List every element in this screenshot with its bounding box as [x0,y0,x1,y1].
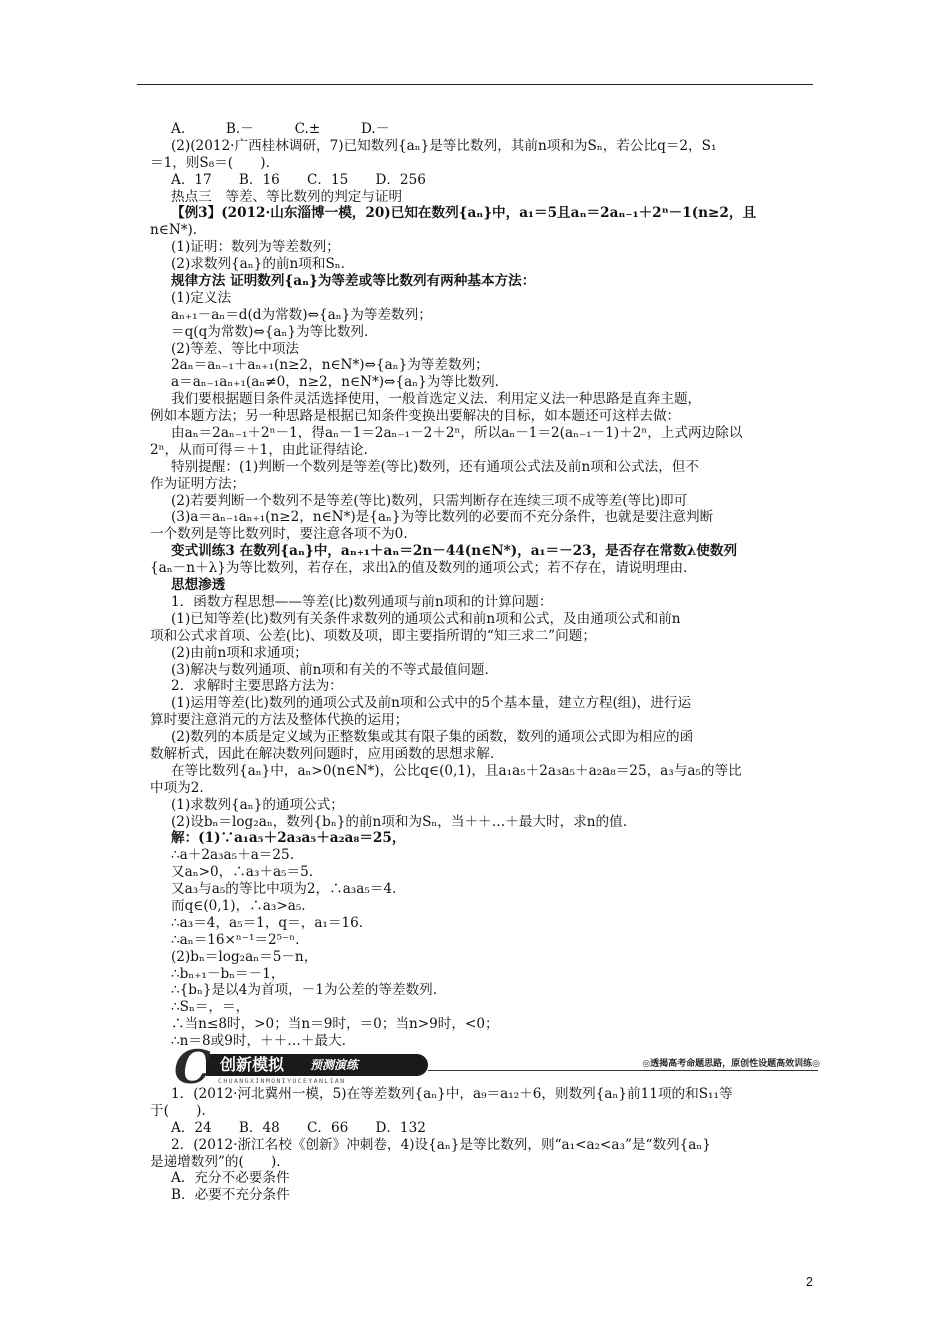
text-line: (2)(2012·广西桂林调研，7)已知数列{aₙ}是等比数列，其前n项和为Sₙ，若公比q＝2，S₁ [171,137,717,154]
text-line: (1)证明：数列为等差数列； [171,239,340,256]
text-line: (2)若要判断一个数列不是等差(等比)数列，只需判断存在连续三项不成等差(等比)即可 [171,492,688,509]
text-line: 我们要根据题目条件灵活选择使用，一般首选定义法．利用定义法一种思路是直奔主题， [171,391,702,408]
text-line: 2aₙ＝aₙ₋₁＋aₙ₊₁(n≥2，n∈N*)⇔{aₙ}为等差数列； [171,357,489,374]
text-line: aₙ₊₁－aₙ＝d(d为常数)⇔{aₙ}为等差数列； [171,306,432,323]
text-line: (1)已知等差(比)数列有关条件求数列的通项公式和前n项和公式，及由通项公式和前n [171,610,681,627]
text-line: (1)求数列{aₙ}的通项公式； [171,796,344,813]
text-line: 1．(2012·河北冀州一模，5)在等差数列{aₙ}中，a₉＝a₁₂＋6，则数列{aₙ}前11项的和S₁₁等 [171,1085,733,1102]
text-line: A．17 B．16 C．15 D．256 [171,171,426,188]
text-line: (2)数列的本质是定义域为正整数集或其有限子集的函数，数列的通项公式即为相应的函 [171,729,694,746]
text-line: ∴Sₙ＝，＝， [171,999,250,1016]
text-block-exercises [150,1086,820,1204]
banner-logo-letter: C [174,1039,211,1094]
text-line: ∴bₙ₊₁－bₙ＝－1， [171,965,285,982]
banner-title: 创新模拟 [220,1054,285,1074]
page-content [150,121,820,1204]
banner-subtitle: 预测演练 [310,1057,359,1072]
text-line: ∴n＝8或9时，＋＋…＋最大. [171,1033,346,1050]
text-line: 中项为2. [150,779,204,796]
text-line: 例如本题方法；另一种思路是根据已知条件变换出要解决的目标，如本题还可这样去做： [150,408,681,425]
text-line: ∴当n≤8时，>0；当n＝9时，＝0；当n>9时，<0； [171,1016,499,1033]
text-line: 算时要注意消元的方法及整体代换的运用； [150,712,409,729]
text-line: ∴aₙ＝16×ⁿ⁻¹＝2⁵⁻ⁿ. [171,931,300,948]
text-line: ∴{bₙ}是以4为首项，－1为公差的等差数列. [171,982,438,999]
banner-slogan: ◎透揭高考命题思路，原创性设题高效训练◎ [642,1058,820,1069]
text-line: 数解析式，因此在解决数列问题时，应用函数的思想求解. [150,745,495,762]
text-line: 于( ). [150,1102,206,1119]
text-line: ＝1，则S₈＝( ). [150,154,270,171]
text-line: 2．求解时主要思路方法为： [171,678,343,695]
text-line: (1)运用等差(比)数列的通项公式及前n项和公式中的5个基本量，建立方程(组)，进行运 [171,695,692,712]
banner-pinyin: CHUANGXINMONIYUCEYANLIAN [218,1076,346,1085]
text-line: 2ⁿ，从而可得＝＋1，由此证得结论. [150,441,368,458]
text-line: ∴a₃＝4，a₅＝1，q＝，a₁＝16. [171,914,364,931]
text-line: 项和公式求首项、公差(比)、项数及项，即主要指所谓的“知三求二”问题； [150,627,596,644]
text-line: 由aₙ＝2aₙ₋₁＋2ⁿ－1，得aₙ－1＝2aₙ₋₁－2＋2ⁿ，所以aₙ－1＝2(aₙ₋₁－1)＋2ⁿ，上式两边除以 [171,425,743,442]
text-line: 在等比数列{aₙ}中，aₙ>0(n∈N*)，公比q∈(0,1)，且a₁a₅＋2a₃a₅＋a₂a₈＝25，a₃与a₅的等比 [171,762,742,779]
page-number: 2 [806,1275,813,1289]
text-line: 又a₃与a₅的等比中项为2，∴a₃a₅＝4. [171,881,397,898]
text-line: {aₙ－n＋λ}为等比数列，若存在，求出λ的值及数列的通项公式；若不存在，请说明理由. [150,560,688,577]
text-line: B．必要不充分条件 [171,1187,290,1204]
header-rule [137,84,813,85]
text-line: 一个数列是等比数列时，要注意各项不为0. [150,526,408,543]
text-line: (2)bₙ＝log₂aₙ＝5－n， [171,948,318,965]
text-line: 又aₙ>0，∴a₃＋a₅＝5. [171,864,314,881]
text-line: A．24 B．48 C．66 D．132 [171,1119,426,1136]
text-line: 2．(2012·浙江名校《创新》冲刺卷，4)设{aₙ}是等比数列，则“a₁<a₂<a₃”是“数列{aₙ} [171,1136,711,1153]
text-line: 是递增数列”的( ). [150,1153,281,1170]
text-line: A. B.－ C.± D.－ [171,121,390,137]
text-line: (2)求数列{aₙ}的前n项和Sₙ. [171,256,345,273]
text-line: 而q∈(0,1)，∴a₃>a₅. [171,897,306,914]
text-line: 作为证明方法； [150,475,246,492]
text-line: ＝q(q为常数)⇔{aₙ}为等比数列. [171,323,369,340]
text-line: 解：(1)∵a₁a₅＋2a₃a₅＋a₂a₈＝25， [171,830,406,847]
text-line: 思想渗透 [171,577,226,594]
text-block-main [150,121,820,1050]
text-line: n∈N*). [150,222,198,239]
text-line: 【例3】(2012·山东淄博一模，20)已知在数列{aₙ}中，a₁＝5且aₙ＝2aₙ₋₁＋2ⁿ－1(n≥2，且 [171,205,757,222]
text-line: ∴a＋2a₃a₅＋a＝25. [171,847,295,864]
text-line: 规律方法 证明数列{aₙ}为等差或等比数列有两种基本方法： [171,273,536,290]
text-line: A．充分不必要条件 [171,1170,290,1187]
text-line: (3)a＝aₙ₋₁aₙ₊₁(n≥2，n∈N*)是{aₙ}为等比数列的必要而不充分条件，也就是要注意判断 [171,509,714,526]
text-line: 热点三 等差、等比数列的判定与证明 [171,188,403,205]
text-line: (3)解决与数列通项、前n项和有关的不等式最值问题. [171,661,489,678]
text-line: (1)定义法 [171,289,232,306]
text-line: a＝aₙ₋₁aₙ₊₁(aₙ≠0，n≥2，n∈N*)⇔{aₙ}为等比数列. [171,374,500,391]
text-line: (2)由前n项和求通项； [171,644,308,661]
text-line: 变式训练3 在数列{aₙ}中，aₙ₊₁＋aₙ＝2n－44(n∈N*)，a₁＝－23，是否存在常数λ使数列 [171,543,738,560]
text-line: 特别提醒：(1)判断一个数列是等差(等比)数列，还有通项公式法及前n项和公式法，但不 [171,458,699,475]
text-line: (2)等差、等比中项法 [171,340,300,357]
text-line: 1．函数方程思想——等差(比)数列通项与前n项和的计算问题： [171,593,553,610]
text-line: (2)设bₙ＝log₂aₙ，数列{bₙ}的前n项和为Sₙ，当＋＋…＋最大时，求n的值. [171,813,628,830]
